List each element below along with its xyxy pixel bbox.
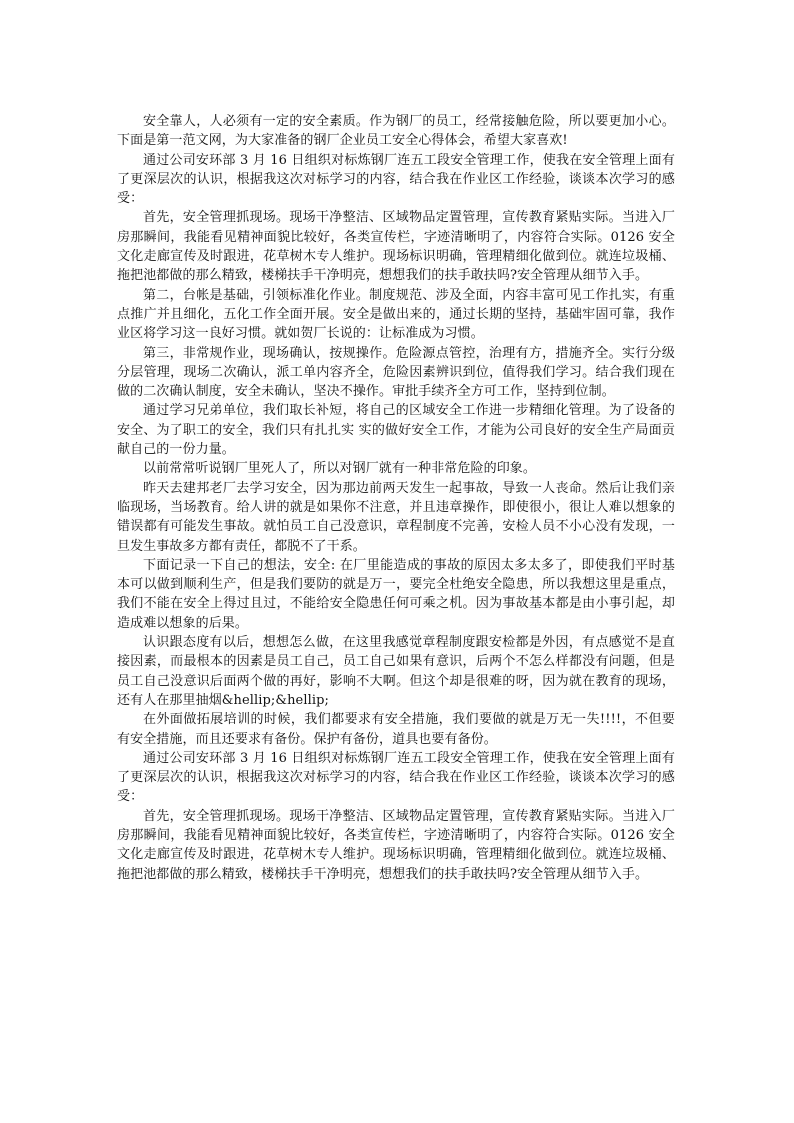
paragraph-first-point-repeat: 首先，安全管理抓现场。现场干净整洁、区域物品定置管理，宣传教育紧贴实际。当进入厂房那瞬间，我能看见精神面貌比较好，各类宣传栏，字迹清晰明了，内容符合实际。0126 安全文化走廊宣传及时跟进，花草树木专人维护。现场标识明确，管理精细化做到位。就连垃圾桶、拖把池都做的那么精致，楼梯扶手干净明亮，想想我们的扶手敢扶吗?安全管理从细节入手。 bbox=[117, 808, 675, 882]
paragraph-attitude: 认识跟态度有以后，想想怎么做，在这里我感觉章程制度跟安检都是外因，有点感觉不是直接因素，而最根本的因素是员工自己，员工自己如果有意识，后两个不怎么样都没有问题，但是员工自己没意识后面两个做的再好，影响不大啊。但这个却是很难的呀，因为就在教育的现场，还有人在那里抽烟&hellip;&hellip; bbox=[117, 635, 675, 708]
document-body bbox=[117, 112, 675, 884]
paragraph-third-point: 第三，非常规作业，现场确认，按规操作。危险源点管控，治理有方，措施齐全。实行分级分层管理，现场二次确认，派工单内容齐全，危险因素辨识到位，值得我们学习。结合我们现在做的二次确认制度，安全未确认，坚决不操作。审批手续齐全方可工作，坚持到位制。 bbox=[117, 345, 675, 400]
paragraph-conclusion: 通过学习兄弟单位，我们取长补短，将自己的区域安全工作进一步精细化管理。为了设备的安全、为了职工的安全，我们只有扎扎实 实的做好安全工作，才能为公司良好的安全生产局面贡献自己的一份力量。 bbox=[117, 403, 675, 458]
paragraph-site-visit: 昨天去建邦老厂去学习安全，因为那边前两天发生一起事故，导致一人丧命。然后让我们亲临现场，当场教育。给人讲的就是如果你不注意，并且违章操作，即使很小，很让人难以想象的错误都有可能发生事故。就怕员工自己没意识，章程制度不完善，安检人员不小心没有发现，一旦发生事故多方都有责任，都脱不了干系。 bbox=[117, 480, 675, 554]
paragraph-training: 在外面做拓展培训的时候，我们都要求有安全措施，我们要做的就是万无一失!!!!，不但要有安全措施，而且还要求有备份。保护有备份，道具也要有备份。 bbox=[117, 712, 675, 747]
paragraph-background: 通过公司安环部 3 月 16 日组织对标炼钢厂连五工段安全管理工作，使我在安全管理上面有了更深层次的认识，根据我这次对标学习的内容，结合我在作业区工作经验，谈谈本次学习的感受： bbox=[117, 152, 675, 207]
paragraph-intro: 安全靠人，人必须有一定的安全素质。作为钢厂的员工，经常接触危险，所以要更加小心。下面是第一范文网，为大家准备的钢厂企业员工安全心得体会，希望大家喜欢! bbox=[117, 114, 675, 149]
paragraph-first-point: 首先，安全管理抓现场。现场干净整洁、区域物品定置管理，宣传教育紧贴实际。当进入厂房那瞬间，我能看见精神面貌比较好，各类宣传栏，字迹清晰明了，内容符合实际。0126 安全文化走廊宣传及时跟进，花草树木专人维护。现场标识明确，管理精细化做到位。就连垃圾桶、拖把池都做的那么精致，楼梯扶手干净明亮，想想我们的扶手敢扶吗?安全管理从细节入手。 bbox=[117, 210, 675, 284]
paragraph-background-repeat: 通过公司安环部 3 月 16 日组织对标炼钢厂连五工段安全管理工作，使我在安全管理上面有了更深层次的认识，根据我这次对标学习的内容，结合我在作业区工作经验，谈谈本次学习的感受： bbox=[117, 750, 675, 805]
paragraph-impression: 以前常常听说钢厂里死人了，所以对钢厂就有一种非常危险的印象。 bbox=[143, 461, 537, 477]
paragraph-second-point: 第二，台帐是基础，引领标准化作业。制度规范、涉及全面，内容丰富可见工作扎实，有重点推广并且细化，五化工作全面开展。安全是做出来的，通过长期的坚持，基础牢固可靠，我作业区将学习这一良好习惯。就如贺厂长说的：让标准成为习惯。 bbox=[117, 287, 675, 342]
paragraph-thoughts: 下面记录一下自己的想法，安全: 在厂里能造成的事故的原因太多太多了，即使我们平时基本可以做到顺利生产，但是我们要防的就是万一，要完全杜绝安全隐患，所以我想这里是重点，我们不能在安全上得过且过，不能给安全隐患任何可乘之机。因为事故基本都是由小事引起，却造成难以想象的后果。 bbox=[117, 557, 675, 631]
